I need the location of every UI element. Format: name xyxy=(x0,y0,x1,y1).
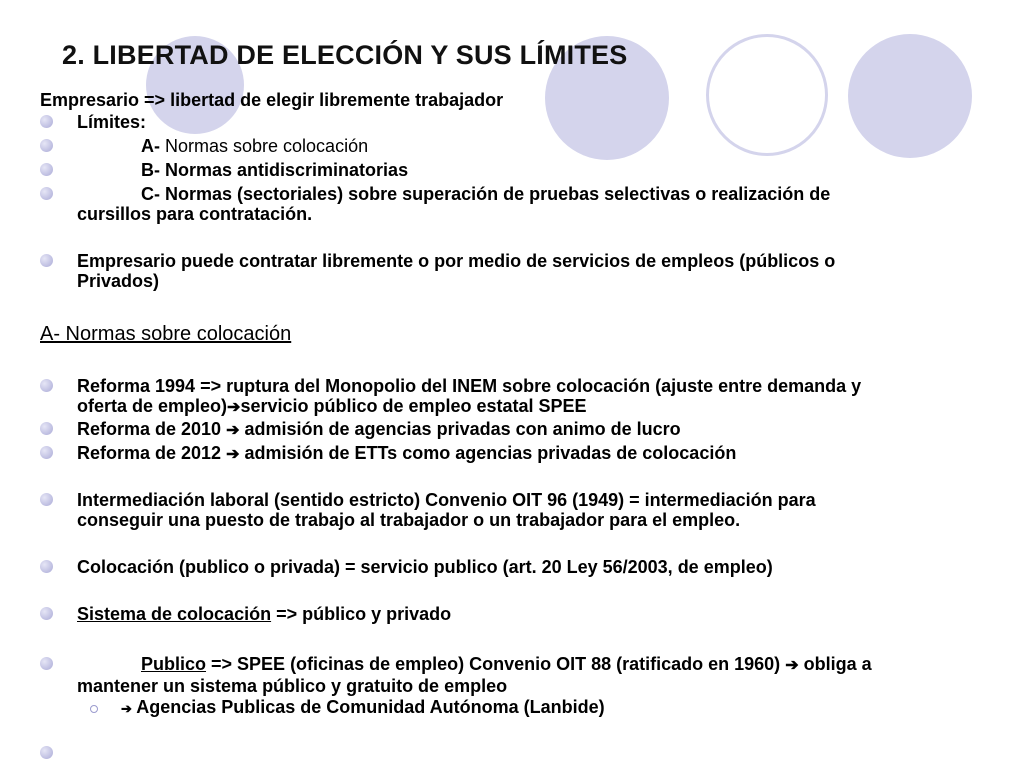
section-heading: A- Normas sobre colocación xyxy=(40,323,292,345)
colocacion-line: Colocación (publico o privada) = servicio publico (art. 20 Ley 56/2003, de empleo) xyxy=(77,557,773,577)
intro-line: Empresario => libertad de elegir libremente trabajador xyxy=(40,90,504,110)
reforma-2010-line: Reforma de 2010 ➔ admisión de agencias privadas con animo de lucro xyxy=(77,419,681,439)
bullet-icon xyxy=(40,379,53,392)
limit-c-line: C- Normas (sectoriales) sobre superación de pruebas selectivas o realización de cursillos para contratación. xyxy=(77,184,831,224)
limites-line: Límites: xyxy=(77,112,147,132)
arrow-right-icon: ➔ xyxy=(226,422,240,439)
limit-a-line: A- Normas sobre colocación xyxy=(141,136,369,156)
bullet-icon xyxy=(40,607,53,620)
reforma-2012-line: Reforma de 2012 ➔ admisión de ETTs como agencias privadas de colocación xyxy=(77,443,737,463)
reforma-1994-line: Reforma 1994 => ruptura del Monopolio del INEM sobre colocación (ajuste entre demanda y oferta de empleo)➔servicio público de empleo estatal SPEE xyxy=(77,376,862,416)
publico-line: Publico => SPEE (oficinas de empleo) Convenio OIT 88 (ratificado en 1960) ➔ obliga a mantener un sistema público y gratuito de empleo xyxy=(77,654,872,696)
slide-title: 2. LIBERTAD DE ELECCIÓN Y SUS LÍMITES xyxy=(62,40,628,70)
agencias-line: ➔ Agencias Publicas de Comunidad Autónoma (Lanbide) xyxy=(121,697,605,717)
sub-bullet-icon xyxy=(90,705,98,713)
arrow-right-icon: ➔ xyxy=(121,701,132,716)
limit-b-line: B- Normas antidiscriminatorias xyxy=(141,160,409,180)
bullet-icon xyxy=(40,446,53,459)
bullet-icon xyxy=(40,657,53,670)
bullet-icon xyxy=(40,139,53,152)
sistema-line: Sistema de colocación => público y privado xyxy=(77,604,452,624)
arrow-right-icon: ➔ xyxy=(785,657,799,674)
bullet-icon xyxy=(40,746,53,759)
bullet-icon xyxy=(40,254,53,267)
bullet-icon xyxy=(40,493,53,506)
contratar-line: Empresario puede contratar libremente o por medio de servicios de empleos (públicos o Privados) xyxy=(77,251,836,291)
bullet-icon xyxy=(40,422,53,435)
arrow-right-icon: ➔ xyxy=(227,399,241,416)
intermediacion-line: Intermediación laboral (sentido estricto) Convenio OIT 96 (1949) = intermediación para conseguir una puesto de trabajo al trabajador o un trabajador para el empleo. xyxy=(77,490,816,530)
bullet-icon xyxy=(40,163,53,176)
bullet-icon xyxy=(40,187,53,200)
arrow-right-icon: ➔ xyxy=(226,446,240,463)
bullet-icon xyxy=(40,560,53,573)
bullet-icon xyxy=(40,115,53,128)
